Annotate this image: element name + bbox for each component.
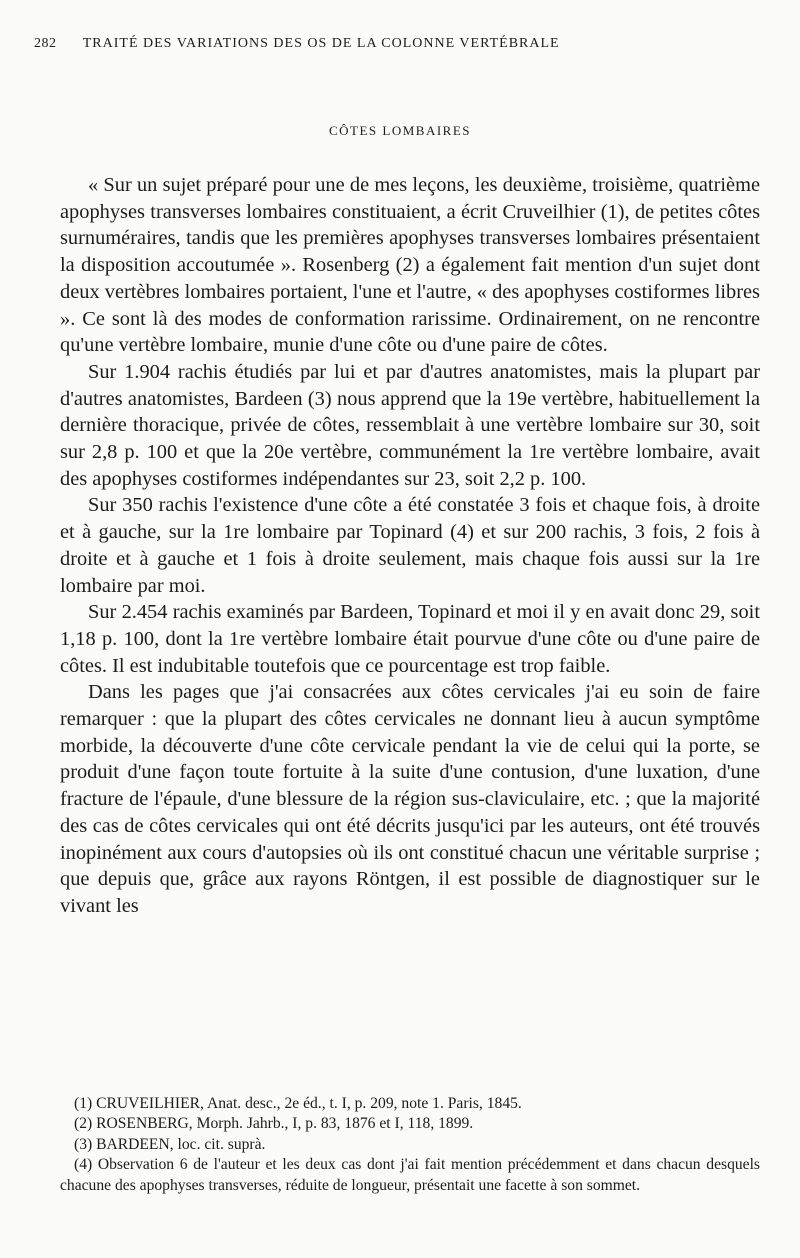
paragraph: Sur 1.904 rachis étudiés par lui et par d'autres anatomistes, mais la plupart par d'autres anatomistes, Bardeen (3) nous apprend que la 19e vertèbre, habituellement la dernière thoracique, privée de côtes, ressemblait à une vertèbre lombaire sur 30, soit sur 2,8 p. 100 et que la 20e vertèbre, communément la 1re vertèbre lombaire, avait des apophyses costiformes indépendantes sur 23, soit 2,2 p. 100. [60,360,760,490]
paragraph: Sur 2.454 rachis examinés par Bardeen, Topinard et moi il y en avait donc 29, soit 1,18 p. 100, dont la 1re vertèbre lombaire était pourvue d'une côte ou d'une paire de côtes. Il est indubitable toutefois que ce pourcentage est trop faible. [60,601,760,677]
running-header [34,36,764,52]
paragraph: Dans les pages que j'ai consacrées aux côtes cervicales j'ai eu soin de faire remarquer : que la plupart des côtes cervicales ne donnant lieu à aucun symptôme morbide, la découverte d'une côte cervicale pendant la vie de celui qui la porte, se produit d'une façon toute fortuite à la suite d'une contusion, d'une luxation, d'une fracture de l'épaule, d'une blessure de la région sus-claviculaire, etc. ; que la majorité des cas de côtes cervicales qui ont été décrits jusqu'ici par les auteurs, ont été trouvés inopinément aux cours d'autopsies où ils ont constitué chacun une véritable surprise ; que depuis que, grâce aux rayons Röntgen, il est possible de diagnostiquer sur le vivant les [60,681,760,917]
footnote: (1) CRUVEILHIER, Anat. desc., 2e éd., t. I, p. 209, note 1. Paris, 1845. [74,1095,522,1112]
section-title: CÔTES LOMBAIRES [328,123,472,138]
footnote: (4) Observation 6 de l'auteur et les deux cas dont j'ai fait mention précédemment et dans chacun desquels chacune des apophyses transverses, réduite de longueur, présentait une facette à son sommet. [60,1156,760,1194]
paragraph: Sur 350 rachis l'existence d'une côte a été constatée 3 fois et chaque fois, à droite et à gauche, sur la 1re lombaire par Topinard (4) et sur 200 rachis, 3 fois, 2 fois à droite et à gauche et 1 fois à droite seulement, mais chaque fois aussi sur la 1re lombaire par moi. [60,494,760,597]
page-number: 282 [34,36,57,51]
main-text [60,172,760,920]
footnotes [60,1094,760,1196]
running-title: TRAITÉ DES VARIATIONS DES OS DE LA COLONNE VERTÉBRALE [82,36,560,51]
paragraph: « Sur un sujet préparé pour une de mes leçons, les deuxième, troisième, quatrième apophyses transverses lombaires constituaient, a écrit Cruveilhier (1), de petites côtes surnuméraires, tandis que les premières apophyses transverses lombaires présentaient la disposition accoutumée ». Rosenberg (2) a également fait mention d'un sujet dont deux vertèbres lombaires portaient, l'une et l'autre, « des apophyses costiformes libres ». Ce sont là des modes de conformation rarissime. Ordinairement, on ne rencontre qu'une vertèbre lombaire, munie d'une côte ou d'une paire de côtes. [60,174,760,357]
footnote: (2) ROSENBERG, Morph. Jahrb., I, p. 83, 1876 et I, 118, 1899. [74,1115,474,1133]
footnote: (3) BARDEEN, loc. cit. suprà. [74,1135,266,1153]
